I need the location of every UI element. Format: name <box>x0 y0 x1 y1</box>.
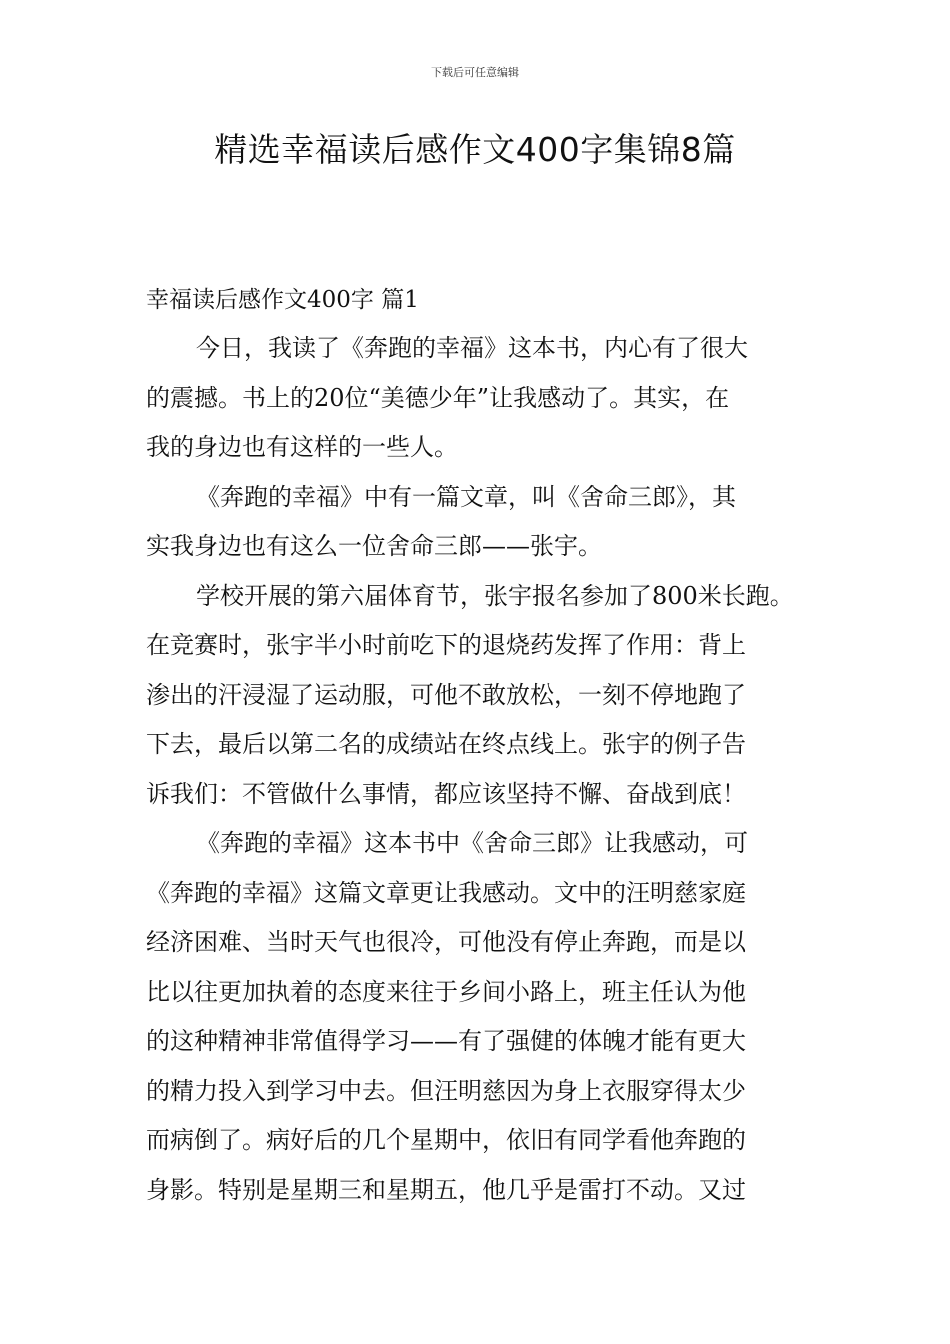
paragraph-line: 学校开展的第六届体育节，张宇报名参加了800米长跑。 <box>196 581 794 610</box>
section-heading: 幸福读后感作文400字 篇1 <box>146 287 419 313</box>
body-text <box>146 324 808 1215</box>
header-note: 下载后可任意编辑 <box>431 66 519 79</box>
paragraph-line: 下去，最后以第二名的成绩站在终点线上。张宇的例子告 <box>146 730 746 758</box>
paragraph-line: 的精力投入到学习中去。但汪明慈因为身上衣服穿得太少 <box>146 1076 746 1105</box>
paragraph-line: 渗出的汗浸湿了运动服，可他不敢放松，一刻不停地跑了 <box>146 680 746 709</box>
paragraph-line: 的震撼。书上的20位“美德少年”让我感动了。其实，在 <box>146 383 730 412</box>
paragraph-line: 《奔跑的幸福》中有一篇文章，叫《舍命三郎》，其 <box>196 482 736 511</box>
paragraph-line: 经济困难、当时天气也很冷，可他没有停止奔跑，而是以 <box>146 928 746 956</box>
paragraph-line: 比以往更加执着的态度来往于乡间小路上，班主任认为他 <box>146 977 746 1006</box>
paragraph-line: 在竞赛时，张宇半小时前吃下的退烧药发挥了作用：背上 <box>146 631 746 659</box>
paragraph-line: 而病倒了。病好后的几个星期中，依旧有同学看他奔跑的 <box>146 1126 746 1154</box>
paragraph-line: 《奔跑的幸福》这本书中《舍命三郎》让我感动，可 <box>196 829 748 857</box>
paragraph-line: 身影。特别是星期三和星期五，他几乎是雷打不动。又过 <box>146 1175 746 1204</box>
paragraph-line: 我的身边也有这样的一些人。 <box>146 433 458 461</box>
document-title: 精选幸福读后感作文400字集锦8篇 <box>214 130 736 169</box>
paragraph-line: 实我身边也有这么一位舍命三郎——张宇。 <box>146 532 602 560</box>
paragraph-line: 今日，我读了《奔跑的幸福》这本书，内心有了很大 <box>196 334 748 362</box>
paragraph-line: 诉我们：不管做什么事情，都应该坚持不懈、奋战到底！ <box>146 779 746 808</box>
paragraph-line: 《奔跑的幸福》这篇文章更让我感动。文中的汪明慈家庭 <box>146 878 746 907</box>
paragraph-line: 的这种精神非常值得学习——有了强健的体魄才能有更大 <box>146 1027 746 1055</box>
